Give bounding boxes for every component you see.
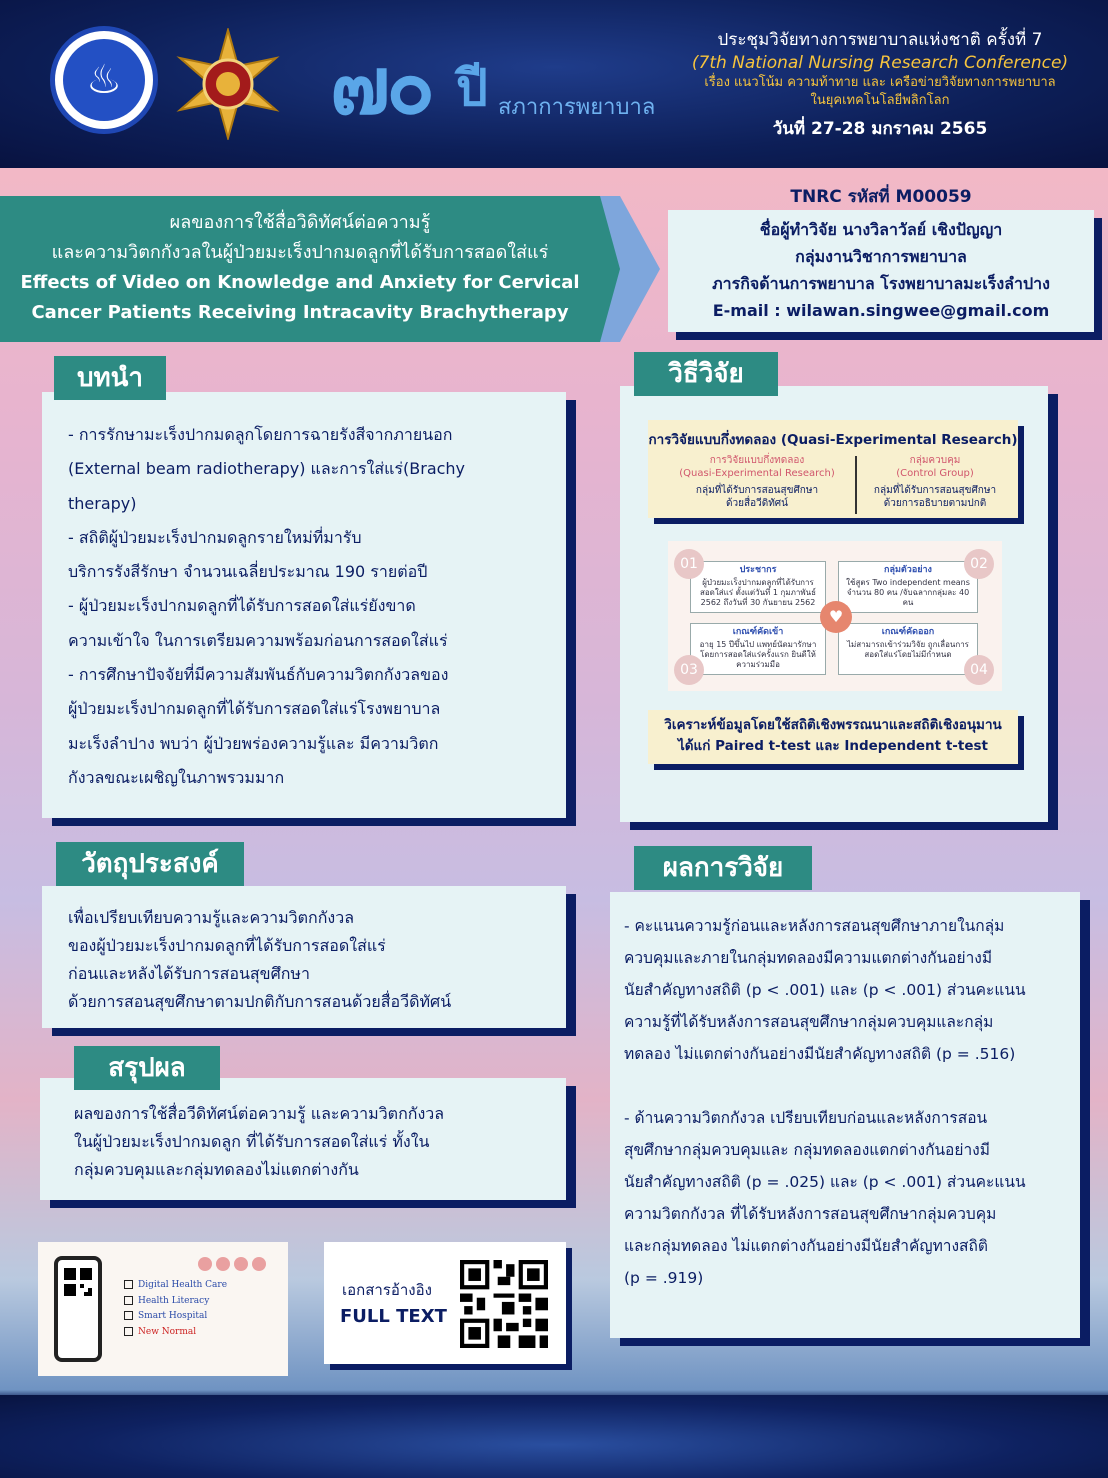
reference-card[interactable] bbox=[324, 1242, 566, 1364]
results-line: นัยสำคัญทางสถิติ (p < .001) และ (p < .001) ส่วนคะแนน bbox=[624, 981, 1026, 999]
results-line: - คะแนนความรู้ก่อนและหลังการสอนสุขศึกษาภายในกลุ่ม bbox=[624, 917, 1005, 935]
flow-sample bbox=[838, 561, 978, 613]
conclusion-heading: สรุปผล bbox=[74, 1046, 220, 1090]
results-line: และกลุ่มทดลอง ไม่แตกต่างกันอย่างมีนัยสำคัญทางสถิติ bbox=[624, 1237, 988, 1255]
ctrl-group-h1: กลุ่มควบคุม bbox=[909, 455, 961, 466]
objective-line: ด้วยการสอนสุขศึกษาตามปกติกับการสอนด้วยสื่อวีดิทัศน์ bbox=[68, 992, 452, 1011]
intro-line: กังวลขณะเผชิญในภาพรวมมาก bbox=[68, 767, 285, 787]
anniversary-logo bbox=[330, 40, 670, 140]
results-line bbox=[624, 1070, 1072, 1102]
intro-line: ความเข้าใจ ในการเตรียมความพร้อมก่อนการสอดใส่แร่ bbox=[68, 630, 448, 650]
intro-line: - การรักษามะเร็งปากมดลูกโดยการฉายรังสีจากภายนอก bbox=[68, 425, 453, 444]
anniversary-org: สภาการพยาบาล bbox=[498, 95, 656, 120]
intro-panel bbox=[42, 392, 566, 818]
intro-heading: บทนำ bbox=[54, 356, 166, 400]
results-text bbox=[624, 910, 1072, 1294]
flow-num-4: 04 bbox=[964, 655, 994, 685]
intro-line: มะเร็งลำปาง พบว่า ผู้ป่วยพร่องความรู้และ มีความวิตก bbox=[68, 733, 439, 753]
nursing-council-logo bbox=[50, 26, 158, 134]
results-heading: ผลการวิจัย bbox=[634, 846, 812, 890]
conclusion-panel bbox=[40, 1078, 566, 1200]
author-group: กลุ่มงานวิชาการพยาบาล bbox=[795, 247, 967, 266]
lamp-icon: ♨ bbox=[86, 57, 122, 103]
method-heading: วิธีวิจัย bbox=[634, 352, 778, 396]
author-email: E-mail : wilawan.singwee@gmail.com bbox=[712, 301, 1050, 320]
research-design-box bbox=[648, 420, 1018, 518]
sample-flow-diagram bbox=[668, 541, 1002, 691]
phone-icon bbox=[54, 1256, 102, 1362]
flow-population-t: ผู้ป่วยมะเร็งปากมดลูกที่ได้รับการสอดใส่แร่ ตั้งแต่วันที่ 1 กุมภาพันธ์ 2562 ถึงวันที่ 30 กันยายน 2562 bbox=[699, 578, 817, 607]
ctrl-group-t2: ด้วยการอธิบายตามปกติ bbox=[883, 498, 987, 509]
tnrc-code: TNRC รหัสที่ M00059 bbox=[790, 187, 972, 207]
control-group bbox=[862, 454, 1008, 510]
flow-population bbox=[690, 561, 826, 613]
results-line: - ด้านความวิตกกังวล เปรียบเทียบก่อนและหลังการสอน bbox=[624, 1109, 988, 1127]
exp-group-h2: (Quasi-Experimental Research) bbox=[679, 468, 835, 479]
flow-inclusion-h: เกณฑ์คัดเข้า bbox=[732, 627, 784, 637]
flow-num-3: 03 bbox=[674, 655, 704, 685]
results-line: ความวิตกกังวล ที่ได้รับหลังการสอนสุขศึกษากลุ่มควบคุม bbox=[624, 1205, 997, 1223]
flow-sample-t: ใช้สูตร Two independent means จำนวน 80 คน /จับฉลากกลุ่มละ 40 คน bbox=[846, 578, 970, 607]
social-icons bbox=[198, 1256, 270, 1275]
conclusion-line: ผลของการใช้สื่อวีดิทัศน์ต่อความรู้ และความวิตกกังวล bbox=[74, 1104, 445, 1123]
analysis-line-1: วิเคราะห์ข้อมูลโดยใช้สถิติเชิงพรรณนาและสถิติเชิงอนุมาน bbox=[664, 717, 1002, 733]
topic-item: New Normal bbox=[138, 1326, 197, 1337]
title-en-2: Cancer Patients Receiving Intracavity Brachytherapy bbox=[31, 302, 569, 323]
flow-num-1: 01 bbox=[674, 549, 704, 579]
flow-exclusion-h: เกณฑ์คัดออก bbox=[881, 627, 935, 637]
qr-code-icon bbox=[64, 1268, 92, 1296]
emblem-star-logo bbox=[172, 28, 284, 140]
conference-info bbox=[670, 28, 1090, 144]
reference-qr-code[interactable] bbox=[460, 1260, 548, 1348]
footer-band bbox=[0, 1395, 1108, 1478]
author-box bbox=[668, 210, 1094, 332]
results-line: ความรู้ที่ได้รับหลังการสอนสุขศึกษากลุ่มควบคุมและกลุ่ม bbox=[624, 1013, 994, 1031]
objective-text bbox=[68, 904, 558, 1016]
objective-line: เพื่อเปรียบเทียบความรู้และความวิตกกังวล bbox=[68, 908, 355, 927]
anniversary-suffix: ปี bbox=[456, 59, 488, 117]
intro-line: บริการรังสีรักษา จำนวนเฉลี่ยประมาณ 190 รายต่อปี bbox=[68, 562, 428, 582]
results-line: (p = .919) bbox=[624, 1269, 704, 1287]
topic-item: Smart Hospital bbox=[138, 1311, 208, 1321]
objective-heading: วัตถุประสงค์ bbox=[56, 842, 244, 886]
exp-group-t2: ด้วยสื่อวีดิทัศน์ bbox=[726, 498, 788, 509]
title-th-2: และความวิตกกังวลในผู้ป่วยมะเร็งปากมดลูกที่ได้รับการสอดใส่แร่ bbox=[51, 242, 549, 263]
conference-theme-2: ในยุคเทคโนโลยีพลิกโลก bbox=[810, 93, 950, 108]
intro-line: ผู้ป่วยมะเร็งปากมดลูกที่ได้รับการสอดใส่แร่โรงพยาบาล bbox=[68, 699, 441, 719]
ctrl-group-t1: กลุ่มที่ได้รับการสอนสุขศึกษา bbox=[873, 485, 997, 496]
topic-list bbox=[124, 1278, 227, 1340]
results-panel bbox=[610, 892, 1080, 1338]
objective-panel bbox=[42, 886, 566, 1028]
design-divider bbox=[855, 456, 857, 514]
flow-exclusion-t: ไม่สามารถเข้าร่วมวิจัย ถูกเลื่อนการสอดใส่แร่โดยไม่มีกำหนด bbox=[847, 640, 969, 659]
conclusion-text bbox=[74, 1100, 554, 1184]
author-dept: ภารกิจด้านการพยาบาล โรงพยาบาลมะเร็งลำปาง bbox=[712, 274, 1050, 293]
exp-group-t1: กลุ่มที่ได้รับการสอนสุขศึกษา bbox=[695, 485, 819, 496]
flow-sample-h: กลุ่มตัวอย่าง bbox=[884, 565, 932, 575]
title-en-1: Effects of Video on Knowledge and Anxiety for Cervical bbox=[20, 272, 580, 293]
intro-line: - การศึกษาปัจจัยที่มีความสัมพันธ์กับความวิตกกังวลของ bbox=[68, 665, 449, 685]
title-banner bbox=[0, 196, 600, 342]
flow-inclusion-t: อายุ 15 ปีขึ้นไป แพทย์นัดมารักษาโดยการสอดใส่แร่ครั้งแรก ยินดีให้ความร่วมมือ bbox=[699, 640, 817, 669]
analysis-box bbox=[648, 710, 1018, 764]
flow-inclusion bbox=[690, 623, 826, 675]
ctrl-group-h2: (Control Group) bbox=[896, 468, 974, 479]
conference-title-en: (7th National Nursing Research Conference) bbox=[691, 53, 1069, 73]
author-name: ชื่อผู้ทำวิจัย นางวิลาวัลย์ เชิงปัญญา bbox=[759, 220, 1003, 239]
digital-health-card bbox=[38, 1242, 288, 1376]
conference-date: วันที่ 27-28 มกราคม 2565 bbox=[772, 119, 988, 139]
flow-num-2: 02 bbox=[964, 549, 994, 579]
conclusion-line: ในผู้ป่วยมะเร็งปากมดลูก ที่ได้รับการสอดใส่แร่ ทั้งใน bbox=[74, 1132, 430, 1151]
full-text-label: FULL TEXT bbox=[340, 1306, 447, 1327]
intro-line: therapy) bbox=[68, 493, 137, 513]
intro-line: (External beam radiotherapy) และการใส่แร่(Brachy bbox=[68, 459, 466, 479]
conference-title-th: ประชุมวิจัยทางการพยาบาลแห่งชาติ ครั้งที่ 7 bbox=[717, 30, 1043, 50]
design-title: การวิจัยแบบกึ่งทดลอง (Quasi-Experimental Research) bbox=[648, 432, 1018, 448]
title-th-1: ผลของการใช้สื่อวิดิทัศน์ต่อความรู้ bbox=[169, 212, 431, 233]
exp-group-h1: การวิจัยแบบกึ่งทดลอง bbox=[709, 455, 805, 466]
results-line: สุขศึกษากลุ่มควบคุมและ กลุ่มทดลองแตกต่างกันอย่างมี bbox=[624, 1141, 990, 1159]
header-banner bbox=[0, 0, 1108, 168]
anniversary-number: ๗๐ bbox=[330, 38, 431, 132]
topic-item: Digital Health Care bbox=[138, 1280, 228, 1290]
care-hands-icon: ♥ bbox=[820, 601, 852, 633]
intro-text bbox=[68, 418, 550, 795]
flow-population-h: ประชากร bbox=[739, 565, 777, 575]
intro-line: - ผู้ป่วยมะเร็งปากมดลูกที่ได้รับการสอดใส่แร่ยังขาด bbox=[68, 596, 416, 616]
results-line: ควบคุมและภายในกลุ่มทดลองมีความแตกต่างกันอย่างมี bbox=[624, 949, 993, 967]
results-line: ทดลอง ไม่แตกต่างกันอย่างมีนัยสำคัญทางสถิติ (p = .516) bbox=[624, 1045, 1016, 1063]
experimental-group bbox=[662, 454, 852, 510]
conference-theme-1: เรื่อง แนวโน้ม ความท้าทาย และ เครือข่ายวิจัยทางการพยาบาล bbox=[704, 75, 1056, 90]
flow-exclusion bbox=[838, 623, 978, 675]
conclusion-line: กลุ่มควบคุมและกลุ่มทดลองไม่แตกต่างกัน bbox=[74, 1160, 359, 1179]
analysis-line-2: ได้แก่ Paired t-test และ Independent t-test bbox=[678, 738, 988, 754]
title-arrow-shape bbox=[580, 196, 660, 342]
objective-line: ของผู้ป่วยมะเร็งปากมดลูกที่ได้รับการสอดใส่แร่ bbox=[68, 936, 386, 955]
reference-label: เอกสารอ้างอิง bbox=[342, 1281, 432, 1299]
results-line: นัยสำคัญทางสถิติ (p = .025) และ (p < .001) ส่วนคะแนน bbox=[624, 1173, 1026, 1191]
intro-line: - สถิติผู้ป่วยมะเร็งปากมดลูกรายใหม่ที่มารับ bbox=[68, 527, 362, 547]
topic-item: Health Literacy bbox=[138, 1295, 210, 1306]
objective-line: ก่อนและหลังได้รับการสอนสุขศึกษา bbox=[68, 964, 310, 983]
